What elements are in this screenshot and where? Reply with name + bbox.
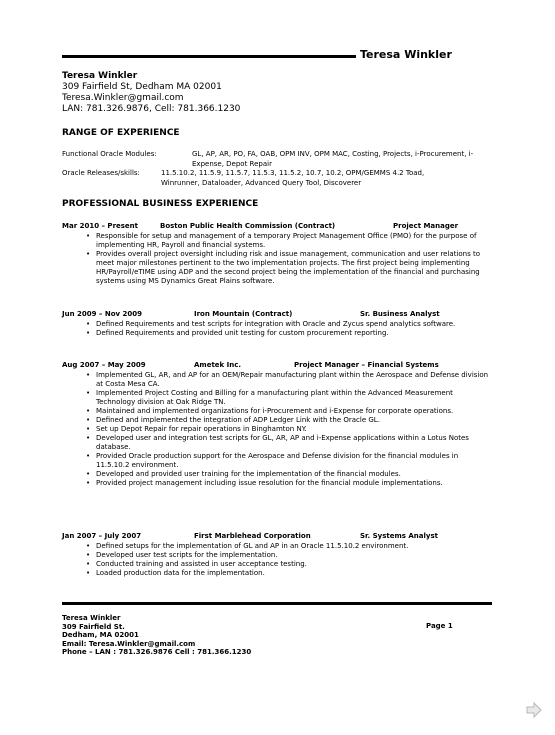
bullet-text: Conducted training and assisted in user acceptance testing. <box>96 560 307 568</box>
list-item <box>62 320 492 329</box>
job-role: Project Manager – Financial Systems <box>294 361 439 369</box>
bullet-text: Set up Depot Repair for repair operations in Binghamton NY. <box>96 425 307 433</box>
job-header <box>62 310 492 320</box>
contact-phones: LAN: 781.326.9876, Cell: 781.366.1230 <box>62 104 241 114</box>
range-label: Functional Oracle Modules: <box>62 150 157 158</box>
footer-phone: Phone – LAN : 781.326.9876 Cell : 781.366.1230 <box>62 648 252 656</box>
bullet-icon: • <box>86 479 91 487</box>
job-role: Project Manager <box>393 222 459 230</box>
job-dates: Aug 2007 – May 2009 <box>62 361 146 369</box>
contact-email: Teresa.Winkler@gmail.com <box>62 93 184 103</box>
job-entry <box>62 532 492 578</box>
footer-city: Dedham, MA 02001 <box>62 631 139 639</box>
range-label: Oracle Releases/skills: <box>62 169 140 177</box>
bullet-icon: • <box>86 389 91 397</box>
bullet-text: Implemented GL, AR, and AP for an OEM/Repair manufacturing plant within the Aerospace and Defense division at Costa Mesa CA. <box>96 371 489 388</box>
list-item <box>62 416 492 425</box>
job-dates: Jan 2007 – July 2007 <box>62 532 142 540</box>
arrow-right-icon <box>524 700 544 720</box>
header-rule <box>62 55 356 58</box>
next-page-button[interactable] <box>524 700 544 720</box>
list-item <box>62 542 492 551</box>
bullet-icon: • <box>86 416 91 424</box>
bullet-icon: • <box>86 452 91 460</box>
bullet-text: Implemented Project Costing and Billing for a manufacturing plant within the Advanced Measurement Technology division at Oak Ridge TN. <box>96 389 453 406</box>
job-header <box>62 222 492 232</box>
bullet-icon: • <box>86 434 91 442</box>
list-item <box>62 389 492 407</box>
job-company: Iron Mountain (Contract) <box>194 310 293 318</box>
job-bullets <box>62 232 492 286</box>
bullet-text: Defined setups for the implementation of GL and AP in an Oracle 11.5.10.2 environment. <box>96 542 409 550</box>
bullet-text: Provided project management including issue resolution for the financial module implementations. <box>96 479 443 487</box>
job-entry <box>62 310 492 338</box>
job-dates: Mar 2010 – Present <box>62 222 139 230</box>
bullet-text: Provides overall project oversight including risk and issue management, communication and user relations to meet major milestones pertinent to the two implementation projects. The first project being implementing HR/Payroll/eTIME using ADP and the second project being the implementation of the financial and purchasing systems using MS Dynamics Great Plains software. <box>96 250 481 285</box>
list-item <box>62 232 492 250</box>
footer-street: 309 Fairfield St. <box>62 622 125 631</box>
range-title: RANGE OF EXPERIENCE <box>62 128 180 138</box>
bullet-icon: • <box>86 569 91 577</box>
list-item <box>62 434 492 452</box>
list-item <box>62 569 492 578</box>
footer-contact <box>62 614 251 657</box>
job-company: Boston Public Health Commission (Contract) <box>160 222 336 230</box>
job-header <box>62 361 492 371</box>
footer-name: Teresa Winkler <box>62 614 121 622</box>
bullet-icon: • <box>86 232 91 240</box>
list-item <box>62 329 492 338</box>
bullet-text: Developed user test scripts for the implementation. <box>96 551 278 559</box>
bullet-text: Provided Oracle production support for the Aerospace and Defense division for the financial modules in 11.5.10.2 environment. <box>96 452 459 469</box>
bullet-icon: • <box>86 329 91 337</box>
bullet-text: Defined Requirements and provided unit testing for custom procurement reporting. <box>96 329 389 337</box>
page-number: Page 1 <box>426 622 453 630</box>
contact-block <box>62 71 240 115</box>
bullet-icon: • <box>86 470 91 478</box>
bullet-text: Loaded production data for the implementation. <box>96 569 265 577</box>
bullet-icon: • <box>86 560 91 568</box>
bullet-icon: • <box>86 320 91 328</box>
list-item <box>62 479 492 488</box>
job-company: Ametek Inc. <box>194 361 242 369</box>
contact-address: 309 Fairfield St, Dedham MA 02001 <box>62 82 222 92</box>
range-value: GL, AP, AR, PO, FA, OAB, OPM INV, OPM MAC, Costing, Projects, i-Procurement, i-Expense, Depot Repair <box>192 150 474 168</box>
bullet-text: Responsible for setup and management of a temporary Project Management Office (PMO) for the purpose of implementing HR, Payroll and financial systems. <box>96 232 477 249</box>
bullet-text: Developed and provided user training for the implementation of the financial modules. <box>96 470 401 478</box>
list-item <box>62 452 492 470</box>
list-item <box>62 371 492 389</box>
bullet-icon: • <box>86 551 91 559</box>
bullet-text: Maintained and implemented organizations for i-Procurement and i-Expense for corporate operations. <box>96 407 454 415</box>
list-item <box>62 407 492 416</box>
contact-name: Teresa Winkler <box>62 71 138 81</box>
bullet-text: Defined and implemented the integration of ADP Ledger Link with the Oracle GL. <box>96 416 380 424</box>
job-bullets <box>62 542 492 578</box>
job-role: Sr. Systems Analyst <box>360 532 438 540</box>
job-dates: Jun 2009 – Nov 2009 <box>62 310 143 318</box>
footer-rule <box>62 602 492 605</box>
bullet-icon: • <box>86 371 91 379</box>
bullet-icon: • <box>86 407 91 415</box>
header-name: Teresa Winkler <box>360 48 452 61</box>
job-company: First Marblehead Corporation <box>194 532 311 540</box>
bullet-icon: • <box>86 250 91 258</box>
professional-title: PROFESSIONAL BUSINESS EXPERIENCE <box>62 199 259 209</box>
job-entry <box>62 361 492 488</box>
list-item <box>62 470 492 479</box>
job-bullets <box>62 371 492 488</box>
list-item <box>62 560 492 569</box>
footer-email: Email: Teresa.Winkler@gmail.com <box>62 639 196 648</box>
range-value: 11.5.10.2, 11.5.9, 11.5.7, 11.5.3, 11.5.2, 10.7, 10.2, OPM/GEMMS 4.2 Toad, Winrunner, Dataloader, Advanced Query Tool, Discoverer <box>161 169 425 187</box>
job-bullets <box>62 320 492 338</box>
bullet-text: Defined Requirements and test scripts for integration with Oracle and Zycus spend analytics software. <box>96 320 456 328</box>
job-entry <box>62 222 492 286</box>
bullet-text: Developed user and integration test scripts for GL, AR, AP and i-Expense applications within a Lotus Notes database. <box>96 434 469 451</box>
job-role: Sr. Business Analyst <box>360 310 440 318</box>
bullet-icon: • <box>86 542 91 550</box>
bullet-icon: • <box>86 425 91 433</box>
list-item <box>62 425 492 434</box>
job-header <box>62 532 492 542</box>
list-item <box>62 250 492 286</box>
list-item <box>62 551 492 560</box>
